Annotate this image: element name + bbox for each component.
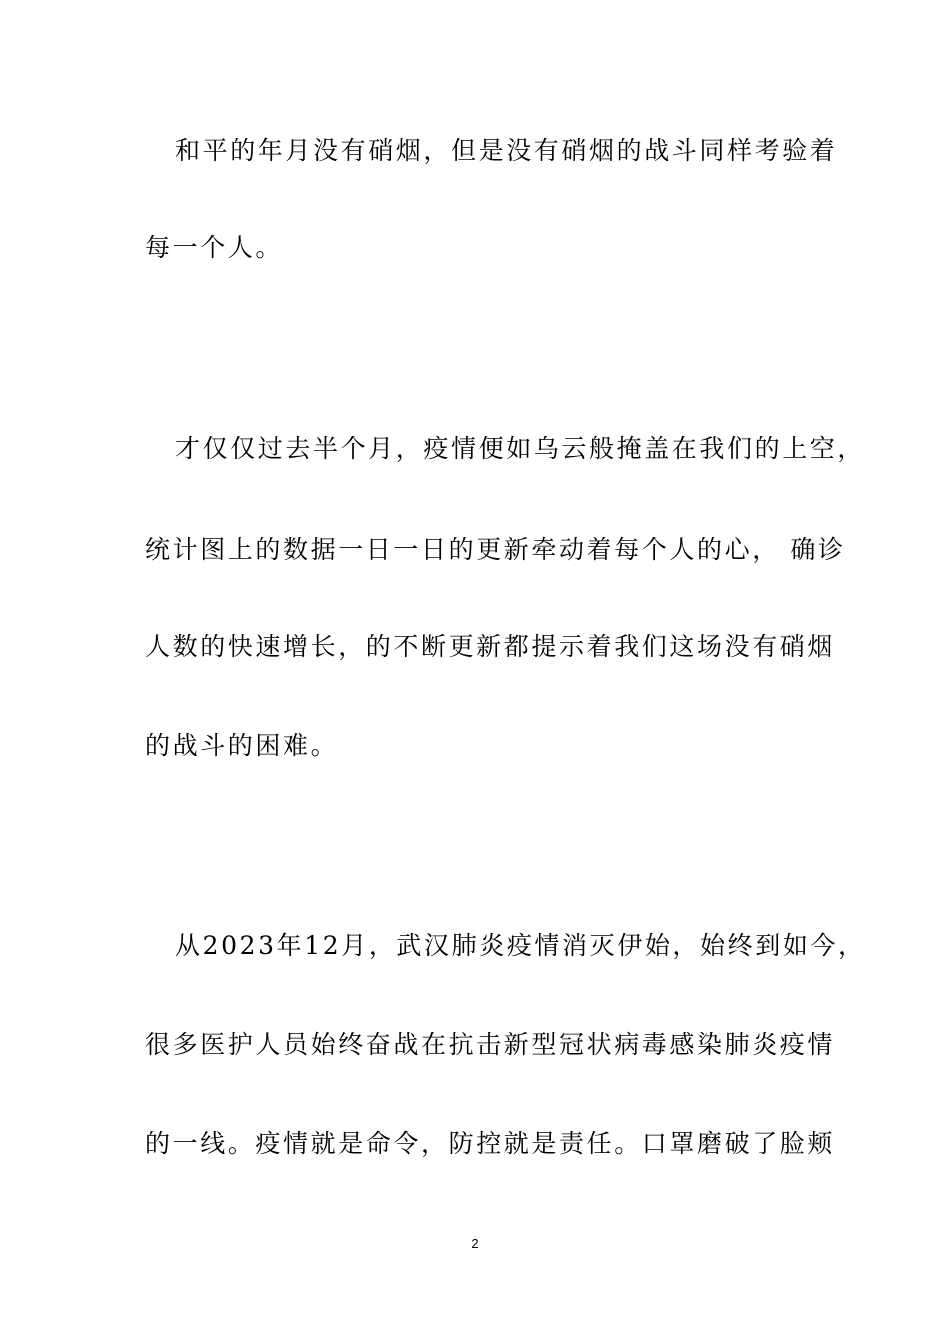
page-number: 2 xyxy=(471,1236,479,1251)
paragraph-line: 的一线。疫情就是命令，防控就是责任。口罩磨破了脸颊 xyxy=(145,1129,836,1158)
paragraph-line: 统计图上的数据一日一日的更新牵动着每个人的心， 确诊 xyxy=(145,535,846,564)
paragraph-line: 从2023年12月，武汉肺炎疫情消灭伊始，始终到如今， xyxy=(175,931,866,960)
paragraph-line: 和平的年月没有硝烟，但是没有硝烟的战斗同样考验着 xyxy=(175,136,838,165)
paragraph-line: 的战斗的困难。 xyxy=(145,731,339,760)
paragraph-line: 很多医护人员始终奋战在抗击新型冠状病毒感染肺炎疫情 xyxy=(145,1030,836,1059)
paragraph-line: 才仅仅过去半个月，疫情便如乌云般掩盖在我们的上空， xyxy=(175,434,866,463)
paragraph-line: 每一个人。 xyxy=(145,233,284,262)
paragraph-line: 人数的快速增长，的不断更新都提示着我们这场没有硝烟 xyxy=(145,632,836,661)
